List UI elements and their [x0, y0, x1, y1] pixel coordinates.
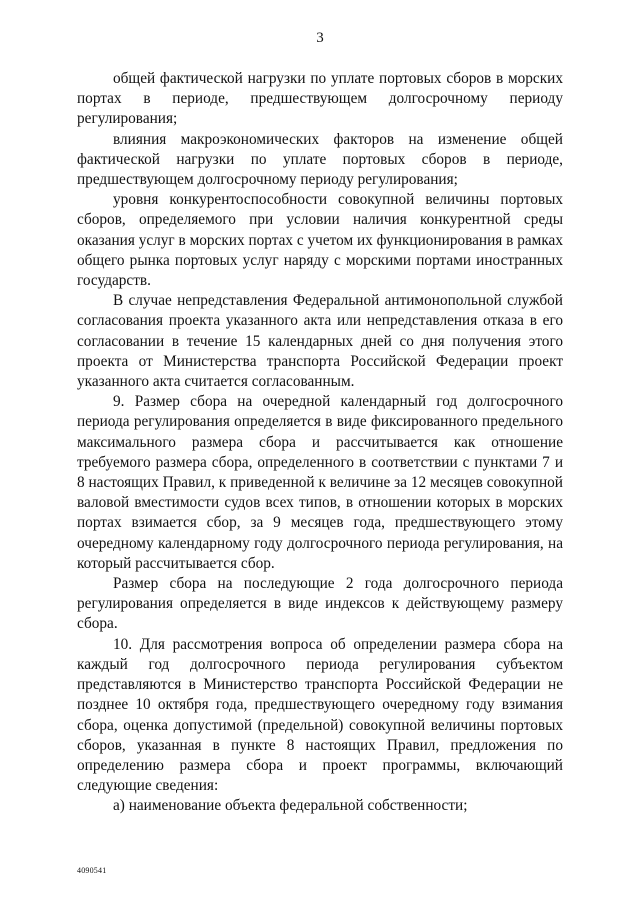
document-body: [77, 69, 563, 817]
paragraph-competitiveness-level: уровня конкурентоспособности совокупной величины портовых сборов, определяемого при условии наличия конкурентной среды оказания услуг в морских портах с учетом их функционирования в рамках общего рынка портовых услуг наряду с морскими портами иностранных государств.: [77, 191, 563, 290]
paragraph-fas-approval: В случае непредставления Федеральной антимонопольной службой согласования проекта указанного акта или непредставления отказа в его согласовании в течение 15 календарных дней со дня получения этого проекта от Министерства транспорта Российской Федерации проект указанного акта считается согласованным.: [77, 292, 563, 391]
page-number: 3: [316, 30, 324, 46]
paragraph-subitem-a: а) наименование объекта федеральной собственности;: [113, 797, 468, 815]
paragraph-item-10: 10. Для рассмотрения вопроса об определении размера сбора на каждый год долгосрочного периода регулирования субъектом представляются в Министерство транспорта Российской Федерации не позднее 10 октября года, предшествующего очередному году взимания сбора, оценка допустимой (предельной) совокупной величины портовых сборов, указанная в пункте 8 настоящих Правил, предложения по определению размера сбора и проект программы, включающий следующие сведения:: [77, 635, 563, 795]
paragraph-next-2-years: Размер сбора на последующие 2 года долгосрочного периода регулирования определяется в виде индексов к действующему размеру сбора.: [77, 575, 563, 633]
paragraph-port-fees-load: общей фактической нагрузки по уплате портовых сборов в морских портах в периоде, предшествующем долгосрочному периоду регулирования;: [77, 70, 563, 128]
paragraph-item-9: 9. Размер сбора на очередной календарный год долгосрочного периода регулирования определяется в виде фиксированного предельного максимального размера сбора и рассчитывается как отношение требуемого размера сбора, определенного в соответствии с пунктами 7 и 8 настоящих Правил, к приведенной к величине за 12 месяцев совокупной валовой вместимости судов всех типов, в отношении которых в морских портах взимается сбор, за 9 месяцев года, предшествующего этому очередному календарному году долгосрочного периода регулирования, на который рассчитывается сбор.: [77, 393, 563, 572]
document-code: 4090541: [77, 866, 107, 875]
paragraph-macroeconomic-factors: влияния макроэкономических факторов на изменение общей фактической нагрузки по уплате портовых сборов в периоде, предшествующем долгосрочному периоду регулирования;: [77, 130, 563, 189]
